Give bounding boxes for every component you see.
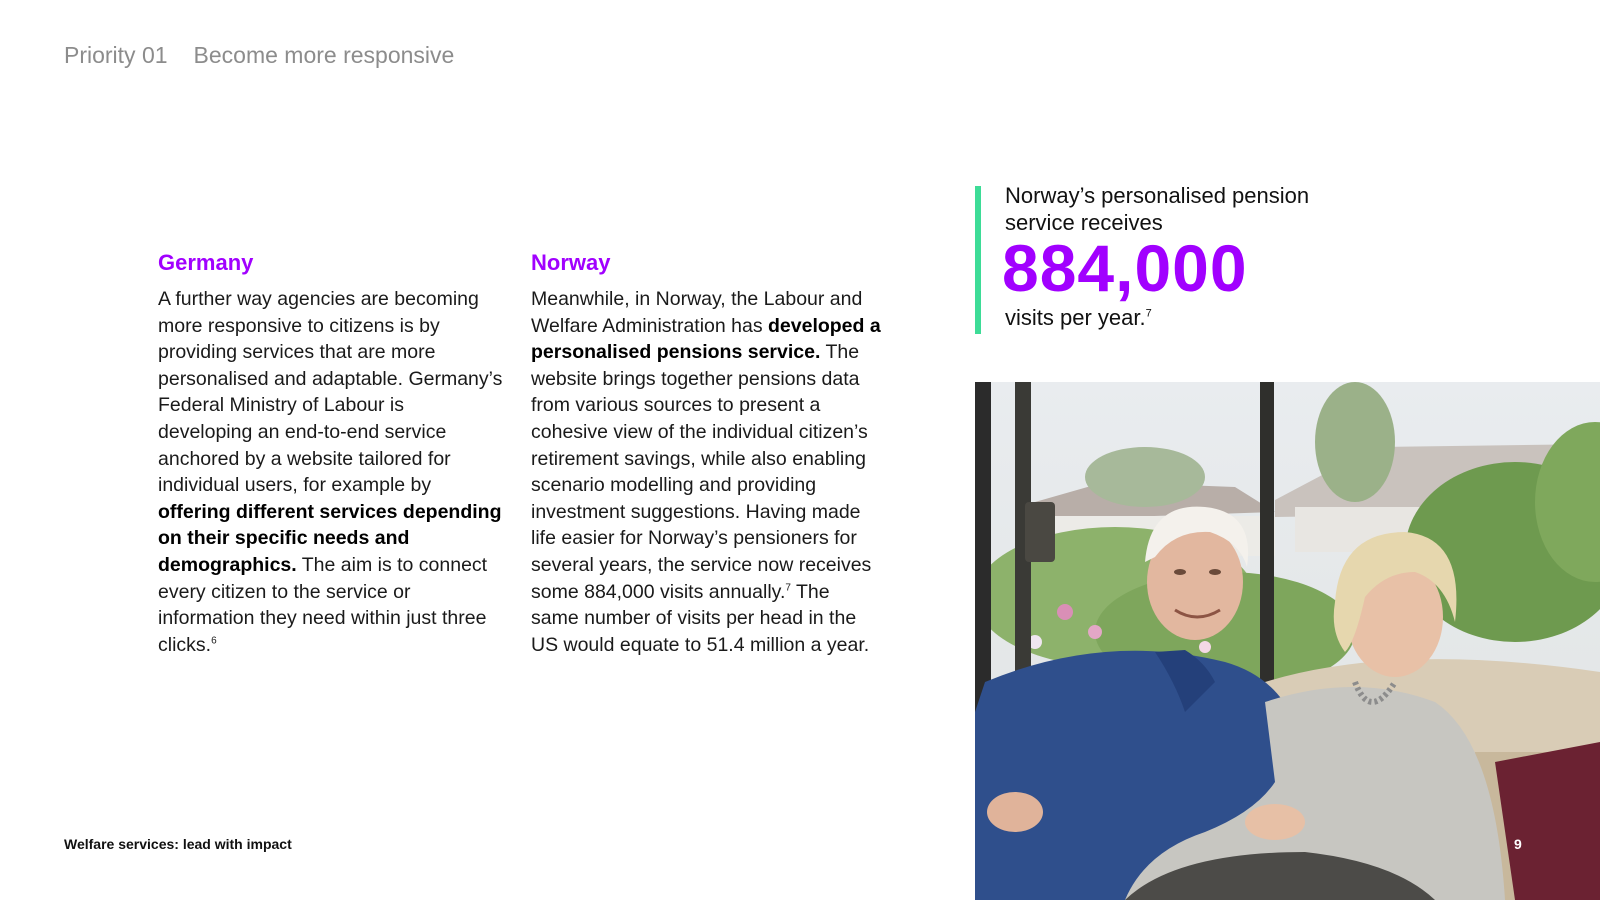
germany-column xyxy=(158,250,503,658)
stat-footnote: 7 xyxy=(1145,307,1152,320)
stat-outro xyxy=(1005,305,1152,331)
norway-body xyxy=(531,286,881,658)
stat-intro: Norway’s personalised pension service receives xyxy=(1005,183,1310,235)
page-header xyxy=(64,42,454,69)
germany-footnote: 6 xyxy=(211,635,217,647)
norway-body-mid: The website brings together pensions data from various sources to present a cohesive view of the individual citizen’s retirement savings, while also enabling scenario modelling and providing investment suggestions. Having made life easier for Norway’s pensioners for several years, the service now receives some 884,000 visits annually. xyxy=(531,341,872,603)
germany-body-bold: offering different services depending on their specific needs and demographics. xyxy=(158,500,502,576)
section-label: Priority 01 xyxy=(64,42,168,68)
norway-column xyxy=(531,250,881,658)
page-number: 9 xyxy=(1514,836,1522,852)
norway-body-outro: The same number of visits per head in the US would equate to 51.4 million a year. xyxy=(531,580,870,656)
germany-heading: Germany xyxy=(158,250,254,275)
photo-elderly-couple-icon xyxy=(975,382,1600,900)
footer-title: Welfare services: lead with impact xyxy=(64,836,292,852)
stat-accent-bar xyxy=(975,186,981,334)
norway-footnote: 7 xyxy=(785,582,791,594)
norway-body-intro: Meanwhile, in Norway, the Labour and Welfare Administration has xyxy=(531,288,863,337)
germany-body-intro: A further way agencies are becoming more responsive to citizens is by providing services that are more personalised and adaptable. Germany’s Federal Ministry of Labour is developing an end-to-end service anchored by a website tailored for individual users, for example by xyxy=(158,288,503,497)
norway-body-bold: developed a personalised pensions service. xyxy=(531,314,881,364)
stat-callout xyxy=(975,183,1375,334)
stat-number: 884,000 xyxy=(1002,231,1248,305)
germany-body xyxy=(158,286,503,658)
stat-outro-text: visits per year. xyxy=(1005,305,1146,330)
section-title: Become more responsive xyxy=(193,42,455,68)
norway-heading: Norway xyxy=(531,250,611,275)
germany-body-outro: The aim is to connect every citizen to the service or information they need within just three clicks. xyxy=(158,553,488,656)
